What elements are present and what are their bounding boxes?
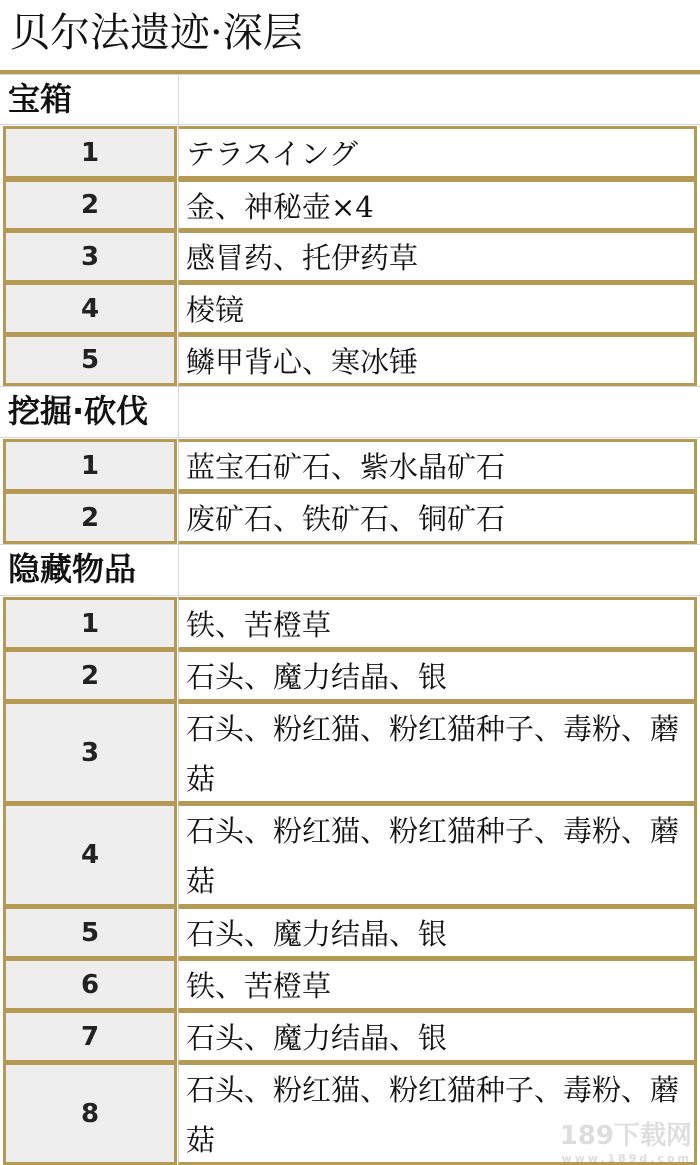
row-items: 感冒药、托伊药草 [178, 230, 697, 283]
table-row [0, 334, 700, 386]
table-row [0, 282, 700, 335]
section-heading: 挖掘·砍伐 [8, 392, 149, 430]
row-number: 1 [3, 439, 177, 492]
row-number: 2 [3, 649, 177, 702]
table-row [0, 439, 700, 492]
row-items: 铁、苦橙草 [178, 958, 697, 1011]
row-number: 5 [3, 334, 177, 386]
watermark-url: www.189d.com [561, 1152, 692, 1165]
watermark-main: 189下载网 [559, 1121, 692, 1151]
table-row [0, 230, 700, 283]
table-row [0, 491, 700, 544]
table-row [0, 597, 700, 650]
section-header-mining [0, 386, 700, 438]
row-number: 5 [3, 906, 177, 959]
table-row [0, 958, 700, 1011]
row-number: 3 [3, 701, 177, 804]
row-number: 4 [3, 282, 177, 335]
row-number: 7 [3, 1010, 177, 1063]
section-heading: 宝箱 [8, 80, 73, 118]
table-row [0, 1010, 700, 1063]
row-items: 金、神秘壶×4 [178, 179, 697, 231]
row-number: 6 [3, 958, 177, 1011]
row-items: 棱镜 [178, 282, 697, 335]
row-number: 2 [3, 179, 177, 231]
table-row [0, 906, 700, 959]
row-number: 8 [3, 1062, 177, 1165]
watermark [482, 1115, 692, 1165]
table-row [0, 126, 700, 179]
row-items: 石头、魔力结晶、银 [178, 906, 697, 959]
row-items: 蓝宝石矿石、紫水晶矿石 [178, 439, 697, 492]
row-items: 铁、苦橙草 [178, 597, 697, 650]
row-items: 石头、粉红猫、粉红猫种子、毒粉、蘑菇 [178, 701, 697, 804]
page-title: 贝尔法遗迹·深层 [10, 10, 303, 56]
table-row [0, 803, 700, 907]
row-number: 1 [3, 597, 177, 650]
table-row [0, 649, 700, 702]
section-header-hidden [0, 544, 700, 596]
row-number: 2 [3, 491, 177, 544]
row-number: 3 [3, 230, 177, 283]
table-row [0, 179, 700, 231]
section-heading: 隐藏物品 [8, 550, 137, 588]
row-items: 石头、魔力结晶、银 [178, 649, 697, 702]
row-items: 石头、粉红猫、粉红猫种子、毒粉、蘑菇 [178, 803, 697, 907]
row-items: 废矿石、铁矿石、铜矿石 [178, 491, 697, 544]
table-row [0, 701, 700, 804]
row-number: 1 [3, 126, 177, 179]
row-items: テラスイング [178, 126, 697, 179]
row-items: 石头、粉红猫、粉红猫种子、毒粉、蘑菇 [178, 1062, 697, 1165]
section-header-treasure [0, 74, 700, 125]
row-number: 4 [3, 803, 177, 907]
row-items: 石头、魔力结晶、银 [178, 1010, 697, 1063]
row-items: 鳞甲背心、寒冰锤 [178, 334, 697, 386]
